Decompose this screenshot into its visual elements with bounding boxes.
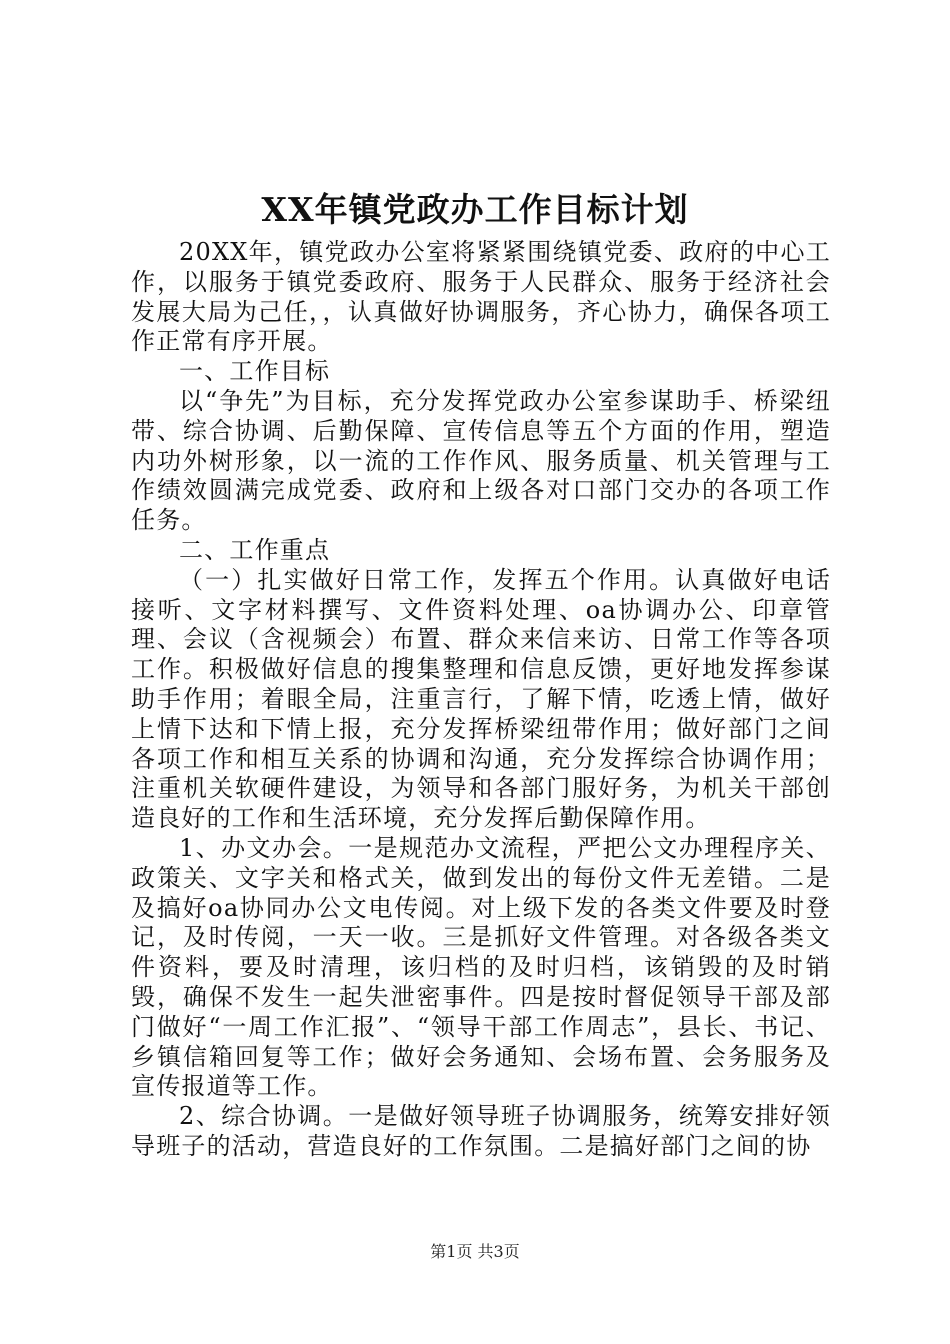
paragraph-daily-work: （一）扎实做好日常工作，发挥五个作用。认真做好电话接听、文字材料撰写、文件资料处理、oa协调办公、印章管理、会议（含视频会）布置、群众来信来访、日常工作等各项工作。积极做好信息的搜集整理和信息反馈，更好地发挥参谋助手作用；着眼全局，注重言行，了解下情，吃透上情，做好上情下达和下情上报，充分发挥桥梁纽带作用；做好部门之间各项工作和相互关系的协调和沟通，充分发挥综合协调作用；注重机关软硬件建设，为领导和各部门服好务，为机关干部创造良好的工作和生活环境，充分发挥后勤保障作用。 — [131, 565, 831, 833]
document-body — [131, 238, 831, 1162]
paragraph-document-handling: 1、办文办会。一是规范办文流程，严把公文办理程序关、政策关、文字关和格式关，做到发出的每份文件无差错。二是及搞好oa协同办公文电传阅。对上级下发的各类文件要及时登记，及时传阅，一天一收。三是抓好文件管理。对各级各类文件资料，要及时清理，该归档的及时归档，该销毁的及时销毁，确保不发生一起失泄密事件。四是按时督促领导干部及部门做好“一周工作汇报”、“领导干部工作周志”，县长、书记、乡镇信箱回复等工作；做好会务通知、会场布置、会务服务及宣传报道等工作。 — [131, 833, 831, 1101]
document-title: XX年镇党政办工作目标计划 — [261, 190, 689, 229]
paragraph-coordination: 2、综合协调。一是做好领导班子协调服务，统筹安排好领导班子的活动，营造良好的工作氛围。二是搞好部门之间的协 — [131, 1102, 831, 1160]
paragraph-goals: 以“争先”为目标，充分发挥党政办公室参谋助手、桥梁纽带、综合协调、后勤保障、宣传信息等五个方面的作用，塑造内功外树形象，以一流的工作作风、服务质量、机关管理与工作绩效圆满完成党委、政府和上级各对口部门交办的各项工作任务。 — [131, 386, 831, 535]
paragraph-intro: 20XX年，镇党政办公室将紧紧围绕镇党委、政府的中心工作，以服务于镇党委政府、服务于人民群众、服务于经济社会发展大局为己任，，认真做好协调服务，齐心协力，确保各项工作正常有序开展。 — [131, 238, 831, 356]
page-footer: 第1页 共3页 — [430, 1242, 520, 1261]
heading-work-goals: 一、工作目标 — [179, 357, 331, 386]
heading-work-focus: 二、工作重点 — [179, 535, 331, 564]
